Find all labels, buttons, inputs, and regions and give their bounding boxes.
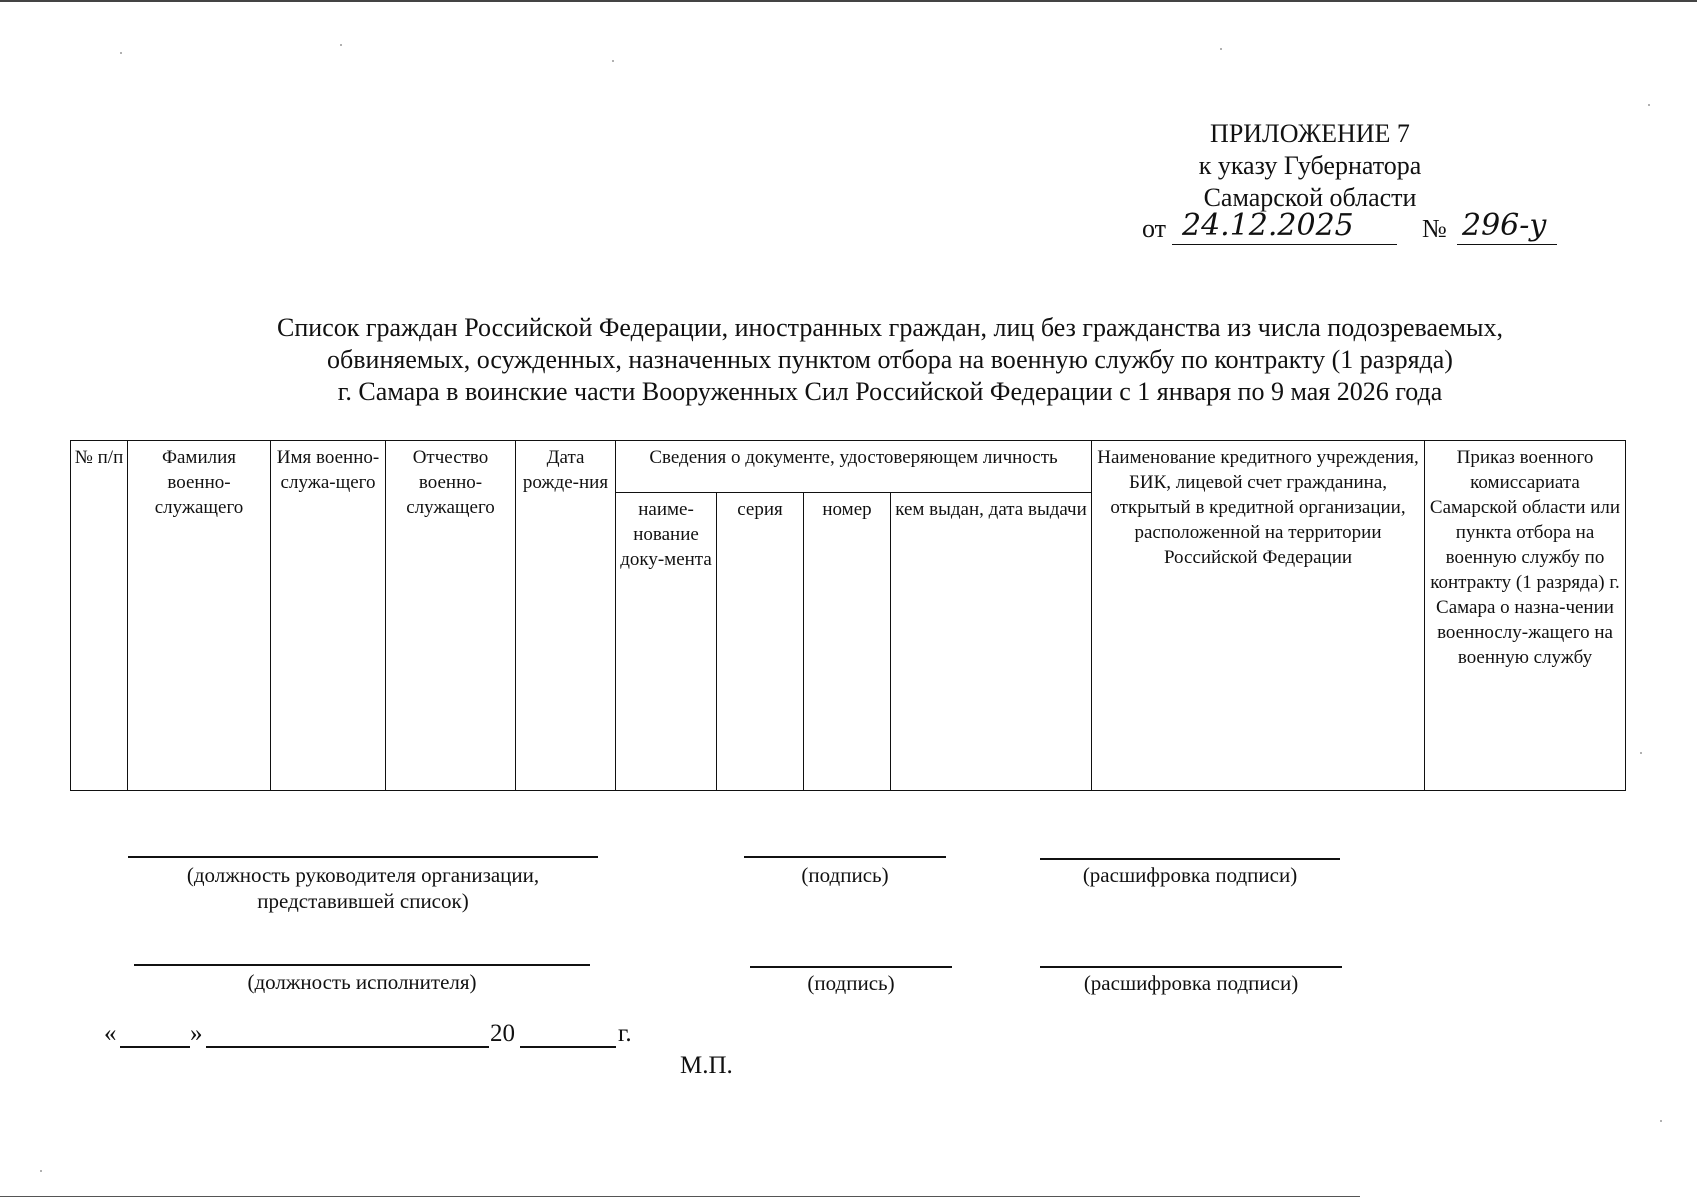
date-prefix: от [1142, 214, 1167, 243]
handwritten-date: 24.12.2025 [1182, 208, 1354, 243]
scan-speck [1640, 752, 1642, 754]
signature-line-2 [750, 966, 952, 968]
title-line-2: обвиняемых, осужденных, назначенных пунктом отбора на военную службу по контракту (1 разряда) [327, 345, 1453, 374]
header-surname: Фамилия военно-служащего [128, 441, 271, 791]
year-blank [520, 1046, 616, 1048]
year-prefix: 20 [490, 1020, 515, 1047]
handwritten-number: 296-у [1462, 208, 1547, 243]
date-close-quote: » [190, 1020, 203, 1047]
head-position-caption: (должность руководителя организации, представившей список) [186, 863, 540, 913]
appendix-title: ПРИЛОЖЕНИЕ 7 [1210, 119, 1410, 148]
header-number: № п/п [71, 441, 128, 791]
header-document-series: серия [717, 493, 804, 791]
stamp-place-label: М.П. [680, 1052, 733, 1079]
executor-position-line [134, 964, 590, 966]
header-document-number: номер [804, 493, 891, 791]
signature-caption-2: (подпись) [807, 971, 895, 995]
appendix-region: Самарской области [1203, 183, 1417, 212]
decoding-caption-1: (расшифровка подписи) [1082, 863, 1298, 887]
scan-edge-bottom [0, 1196, 1360, 1197]
scan-speck [1660, 1120, 1662, 1122]
date-open-quote: « [104, 1020, 117, 1047]
executor-position-caption: (должность исполнителя) [247, 970, 477, 994]
month-blank [206, 1046, 489, 1048]
day-blank [120, 1046, 190, 1048]
appendix-decree-ref: к указу Губернатора [1198, 151, 1422, 180]
header-patronymic: Отчество военно-служащего [386, 441, 516, 791]
header-birth-date: Дата рожде-ния [516, 441, 616, 791]
signature-caption-1: (подпись) [801, 863, 889, 887]
scan-speck [612, 60, 614, 62]
number-prefix: № [1422, 214, 1447, 243]
decoding-line-2 [1040, 966, 1342, 968]
number-underline [1457, 244, 1557, 245]
scan-speck [340, 44, 342, 46]
title-line-3: г. Самара в воинские части Вооруженных Сил Российской Федерации с 1 января по 9 мая 2026 года [337, 377, 1443, 406]
citizens-table [70, 440, 1626, 791]
date-underline [1172, 244, 1397, 245]
document-title [100, 312, 1680, 408]
scan-speck [1648, 104, 1650, 106]
scan-speck [1220, 48, 1222, 50]
header-bank-details: Наименование кредитного учреждения, БИК, лицевой счет гражданина, открытый в кредитной организации, расположенной на территории Российской Федерации [1092, 441, 1425, 791]
decoding-line-1 [1040, 858, 1340, 860]
appendix-header [1120, 118, 1500, 214]
header-identity-document: Сведения о документе, удостоверяющем личность [616, 441, 1092, 493]
header-document-name: наиме-нование доку-мента [616, 493, 717, 791]
year-suffix: г. [618, 1020, 632, 1047]
scan-speck [120, 52, 122, 54]
signature-line-1 [744, 856, 946, 858]
scan-edge-top [0, 0, 1697, 2]
decoding-caption-2: (расшифровка подписи) [1083, 971, 1299, 995]
header-order: Приказ военного комиссариата Самарской области или пункта отбора на военную службу по контракту (1 разряда) г. Самара о назна-чении военнослу-жащего на военную службу [1425, 441, 1626, 791]
header-document-issued: кем выдан, дата выдачи [891, 493, 1092, 791]
head-position-line [128, 856, 598, 858]
title-line-1: Список граждан Российской Федерации, иностранных граждан, лиц без гражданства из числа подозреваемых, [277, 313, 1503, 342]
scan-speck [40, 1170, 42, 1172]
header-first-name: Имя военно-служа-щего [271, 441, 386, 791]
